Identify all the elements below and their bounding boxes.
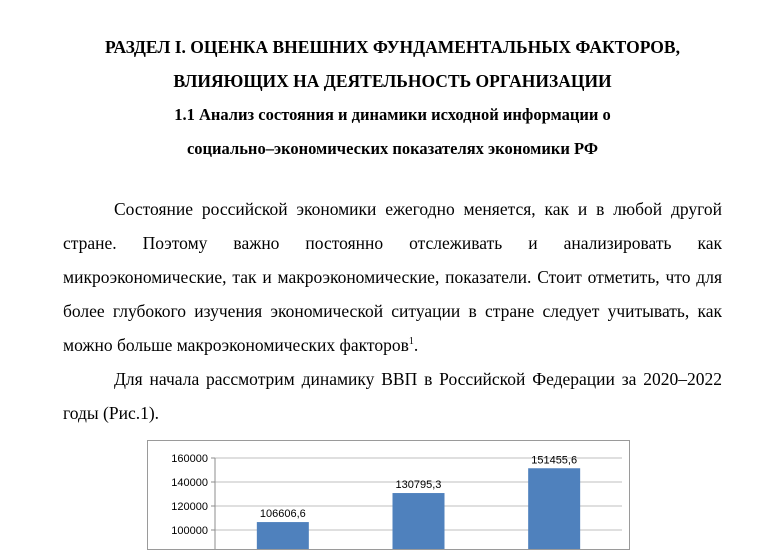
data-label-2020: 106606,6 [259, 508, 306, 521]
bar-2022 [528, 468, 580, 549]
subsection-heading-line1: 1.1 Анализ состояния и динамики исходной информации о [174, 105, 611, 124]
subsection-heading-line2: социально–экономических показателях экономики РФ [186, 139, 599, 158]
footnote-marker[interactable]: 1 [408, 336, 414, 347]
paragraph-1-text: Состояние российской экономики ежегодно меняется, как и в любой другой стране. Поэтому важно постоянно отслеживать и анализировать как микроэкономические, так и макроэкономические, показатели. Стоит отметить, что для более глубокого изучения экономической ситуации в стране следует учитывать, как можно больше макроэкономических факторов [63, 199, 722, 355]
paragraph-1 [63, 192, 722, 362]
paragraph-1-end: . [413, 335, 419, 355]
y-tick-label: 140000 [171, 477, 208, 489]
y-tick-label: 160000 [171, 453, 208, 465]
section-heading-line2: ВЛИЯЮЩИХ НА ДЕЯТЕЛЬНОСТЬ ОРГАНИЗАЦИИ [173, 71, 612, 91]
section-heading-line1: РАЗДЕЛ I. ОЦЕНКА ВНЕШНИХ ФУНДАМЕНТАЛЬНЫХ ФАКТОРОВ, [105, 37, 680, 57]
document-page [63, 0, 722, 430]
gdp-chart [147, 440, 630, 550]
bar-2021 [393, 493, 445, 549]
gdp-chart-svg [148, 441, 629, 549]
data-label-2022: 151455,6 [531, 454, 578, 467]
bar-2020 [257, 522, 309, 549]
y-tick-label: 120000 [171, 501, 208, 513]
paragraph-2: Для начала рассмотрим динамику ВВП в Российской Федерации за 2020–2022 годы (Рис.1). [63, 369, 722, 423]
data-label-2021: 130795,3 [395, 479, 442, 492]
y-tick-label: 100000 [171, 525, 208, 537]
